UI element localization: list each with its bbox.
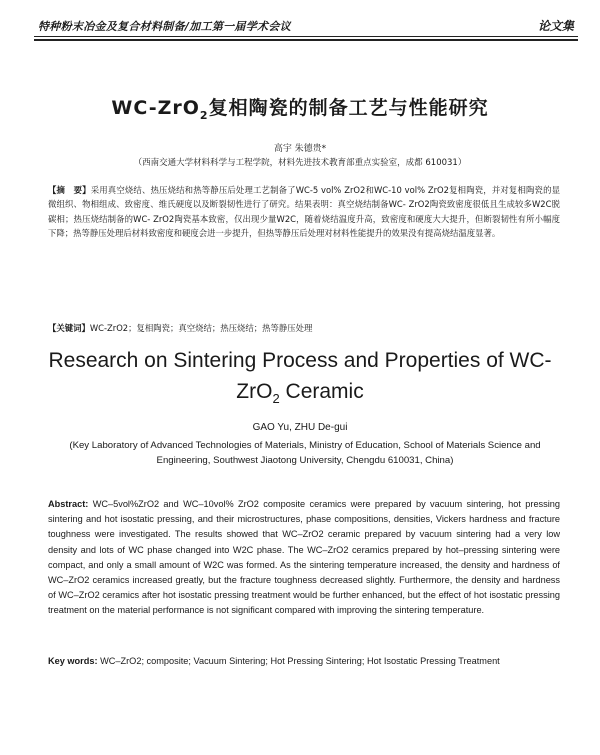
chinese-authors: 高宇 朱德贵* — [273, 144, 327, 154]
chinese-affiliation: （西南交通大学材料科学与工程学院，材料先进技术教育部重点实验室，成都 610031） — [133, 158, 467, 168]
english-affiliation: (Key Laboratory of Advanced Technologies of Materials, Ministry of Education, School of Materials Science and Engineering, Southwest Jiaotong University, Chengdu 610031, China) — [69, 440, 541, 466]
english-keywords — [48, 654, 560, 669]
english-title-part: ZrO — [236, 380, 273, 403]
chinese-keywords-text: WC-ZrO2；复相陶瓷；真空烧结；热压烧结；热等静压处理 — [89, 323, 313, 333]
header-rule-thick — [34, 39, 578, 41]
english-keywords-text: WC–ZrO2; composite; Vacuum Sintering; Hot Pressing Sintering; Hot Isostatic Pressing Treatment — [100, 656, 500, 666]
running-header — [38, 18, 574, 34]
chinese-abstract — [48, 183, 560, 240]
journal-name: 特种粉末冶金及复合材料制备/加工第一届学术会议 — [38, 20, 291, 33]
english-title — [30, 345, 570, 414]
column-name: 论文集 — [537, 19, 574, 33]
english-title-subscript: 2 — [272, 391, 280, 407]
english-title-line2 — [30, 376, 570, 414]
chinese-title-subscript: 2 — [199, 108, 209, 122]
english-title-line1: Research on Sintering Process and Properties of WC- — [48, 349, 552, 372]
english-authors: GAO Yu, ZHU De-gui — [252, 422, 348, 433]
chinese-keywords — [48, 322, 560, 334]
header-rule-thin — [34, 36, 578, 37]
english-title-part: Ceramic — [279, 380, 364, 403]
english-abstract-text: WC–5vol%ZrO2 and WC–10vol% ZrO2 composite ceramics were prepared by vacuum sintering, hot pressing sintering and hot isostatic pressing, and their microstructures, phase compositions, densities, Vickers hardness and fracture toughness were investigated. The results showed that WC–ZrO2 ceramic prepared by vacuum sintering had a very low density and lots of WC phase changed into W2C phase. The WC–ZrO2 ceramics prepared by hot–pressing sintering were compact, and only a small amount of W2C was formed. As the sintering temperature increased, the density and hardness of WC–ZrO2 ceramics increased greatly, but the fracture toughness decreased slightly. Furthermore, the density and hardness of WC–ZrO2 ceramics after hot isostatic pressing treatment would be further enhanced, but the effect of hot isostatic pressing treatment on the material performance is not significant compared with improving the sintering temperature. — [48, 499, 560, 616]
chinese-title-part: 复相陶瓷的制备工艺与性能研究 — [208, 97, 489, 119]
english-abstract — [48, 497, 560, 619]
chinese-keywords-label: 【关键词】 — [48, 323, 90, 333]
chinese-abstract-label: 【摘 要】 — [48, 185, 91, 195]
english-keywords-label: Key words: — [48, 656, 98, 666]
chinese-abstract-text: 采用真空烧结、热压烧结和热等静压后处理工艺制备了WC-5 vol% ZrO2和WC-10 vol% ZrO2复相陶瓷，并对复相陶瓷的显微组织、物相组成、致密度、维氏硬度以及断裂韧性进行了研究。结果表明：真空烧结制备WC- ZrO2陶瓷致密度很低且生成较多W2C脱碳相；热压烧结制备的WC- ZrO2陶瓷基本致密，仅出现少量W2C，随着烧结温度升高，致密度和硬度大大提升，但断裂韧性有所小幅度下降；热等静压处理后材料致密度和硬度会进一步提升，但热等静压后处理对材料性能提升的效果没有提高烧结温度显著。 — [48, 185, 561, 238]
chinese-title-part: WC-ZrO — [111, 97, 200, 119]
chinese-title — [0, 93, 600, 122]
english-abstract-label: Abstract: — [48, 499, 89, 509]
